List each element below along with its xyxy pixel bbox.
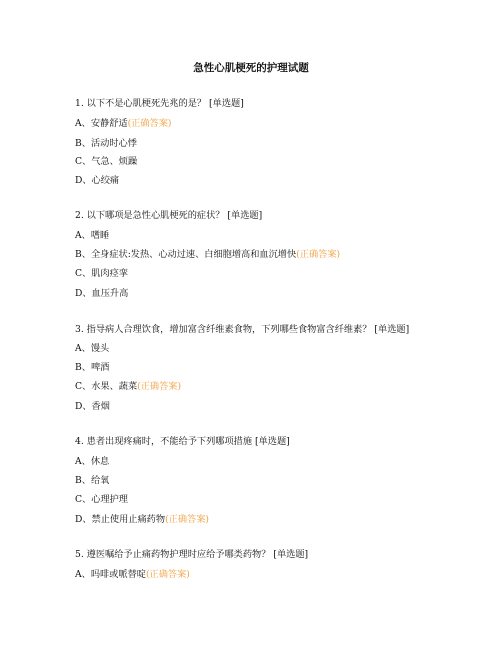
option-text: D、香烟: [75, 401, 110, 412]
option-text: D、禁止使用止痛药物: [75, 514, 166, 525]
correct-answer-tag: (正确答案): [127, 118, 172, 129]
option-line: [75, 494, 128, 506]
option-text: B、啤酒: [75, 362, 110, 373]
correct-answer-tag: (正确答案): [137, 381, 182, 392]
question-stem: 5. 遵医嘱给予止痛药物护理时应给予哪类药物？ [单选题]: [75, 549, 309, 560]
correct-answer-tag: (正确答案): [165, 514, 209, 525]
option-text: C、水果、蔬菜: [75, 381, 138, 392]
option-text: A、安静舒适: [75, 118, 128, 129]
option-text: B、全身症状:发热、心动过速、白细胞增高和血沉增快: [75, 249, 297, 260]
option-text: D、血压升高: [75, 288, 129, 299]
option-text: A、吗啡或哌替啶: [75, 569, 146, 580]
option-text: C、心理护理: [75, 494, 128, 505]
option-line: [75, 343, 109, 355]
option-text: B、给氧: [75, 475, 110, 486]
option-line: [75, 456, 109, 468]
option-line: [75, 514, 209, 526]
option-line: [75, 381, 181, 393]
question-stem: 3. 指导病人合理饮食，增加富含纤维素食物，下列哪些食物富含纤维素？ [单选题]: [75, 324, 410, 335]
option-line: [75, 156, 137, 168]
question-stem: 4. 患者出现疼痛时，不能给予下列哪项措施 [单选题]: [75, 436, 290, 447]
option-text: A、休息: [75, 456, 110, 467]
option-text: A、馒头: [75, 343, 110, 354]
option-line: [75, 230, 109, 242]
option-text: C、气急、烦躁: [75, 156, 138, 167]
option-text: D、心绞痛: [75, 175, 120, 186]
option-line: [75, 401, 110, 413]
option-line: [75, 175, 119, 187]
correct-answer-tag: (正确答案): [296, 249, 341, 260]
option-text: C、肌肉痉挛: [75, 268, 128, 279]
option-text: B、活动时心悸: [75, 138, 137, 149]
option-line: [75, 268, 128, 280]
option-line: [75, 475, 109, 487]
option-line: [75, 118, 172, 130]
option-line: [75, 138, 137, 150]
option-line: [75, 288, 128, 300]
option-line: [75, 569, 190, 581]
question-stem: 1. 以下不是心肌梗死先兆的是？ [单选题]: [75, 98, 244, 109]
question-stem: 2. 以下哪项是急性心肌梗死的症状？ [单选题]: [75, 210, 263, 221]
option-text: A、嗜睡: [75, 230, 110, 241]
correct-answer-tag: (正确答案): [145, 569, 190, 580]
option-line: [75, 362, 109, 374]
document-title: 急性心肌梗死的护理试题: [193, 62, 309, 74]
option-line: [75, 249, 340, 261]
